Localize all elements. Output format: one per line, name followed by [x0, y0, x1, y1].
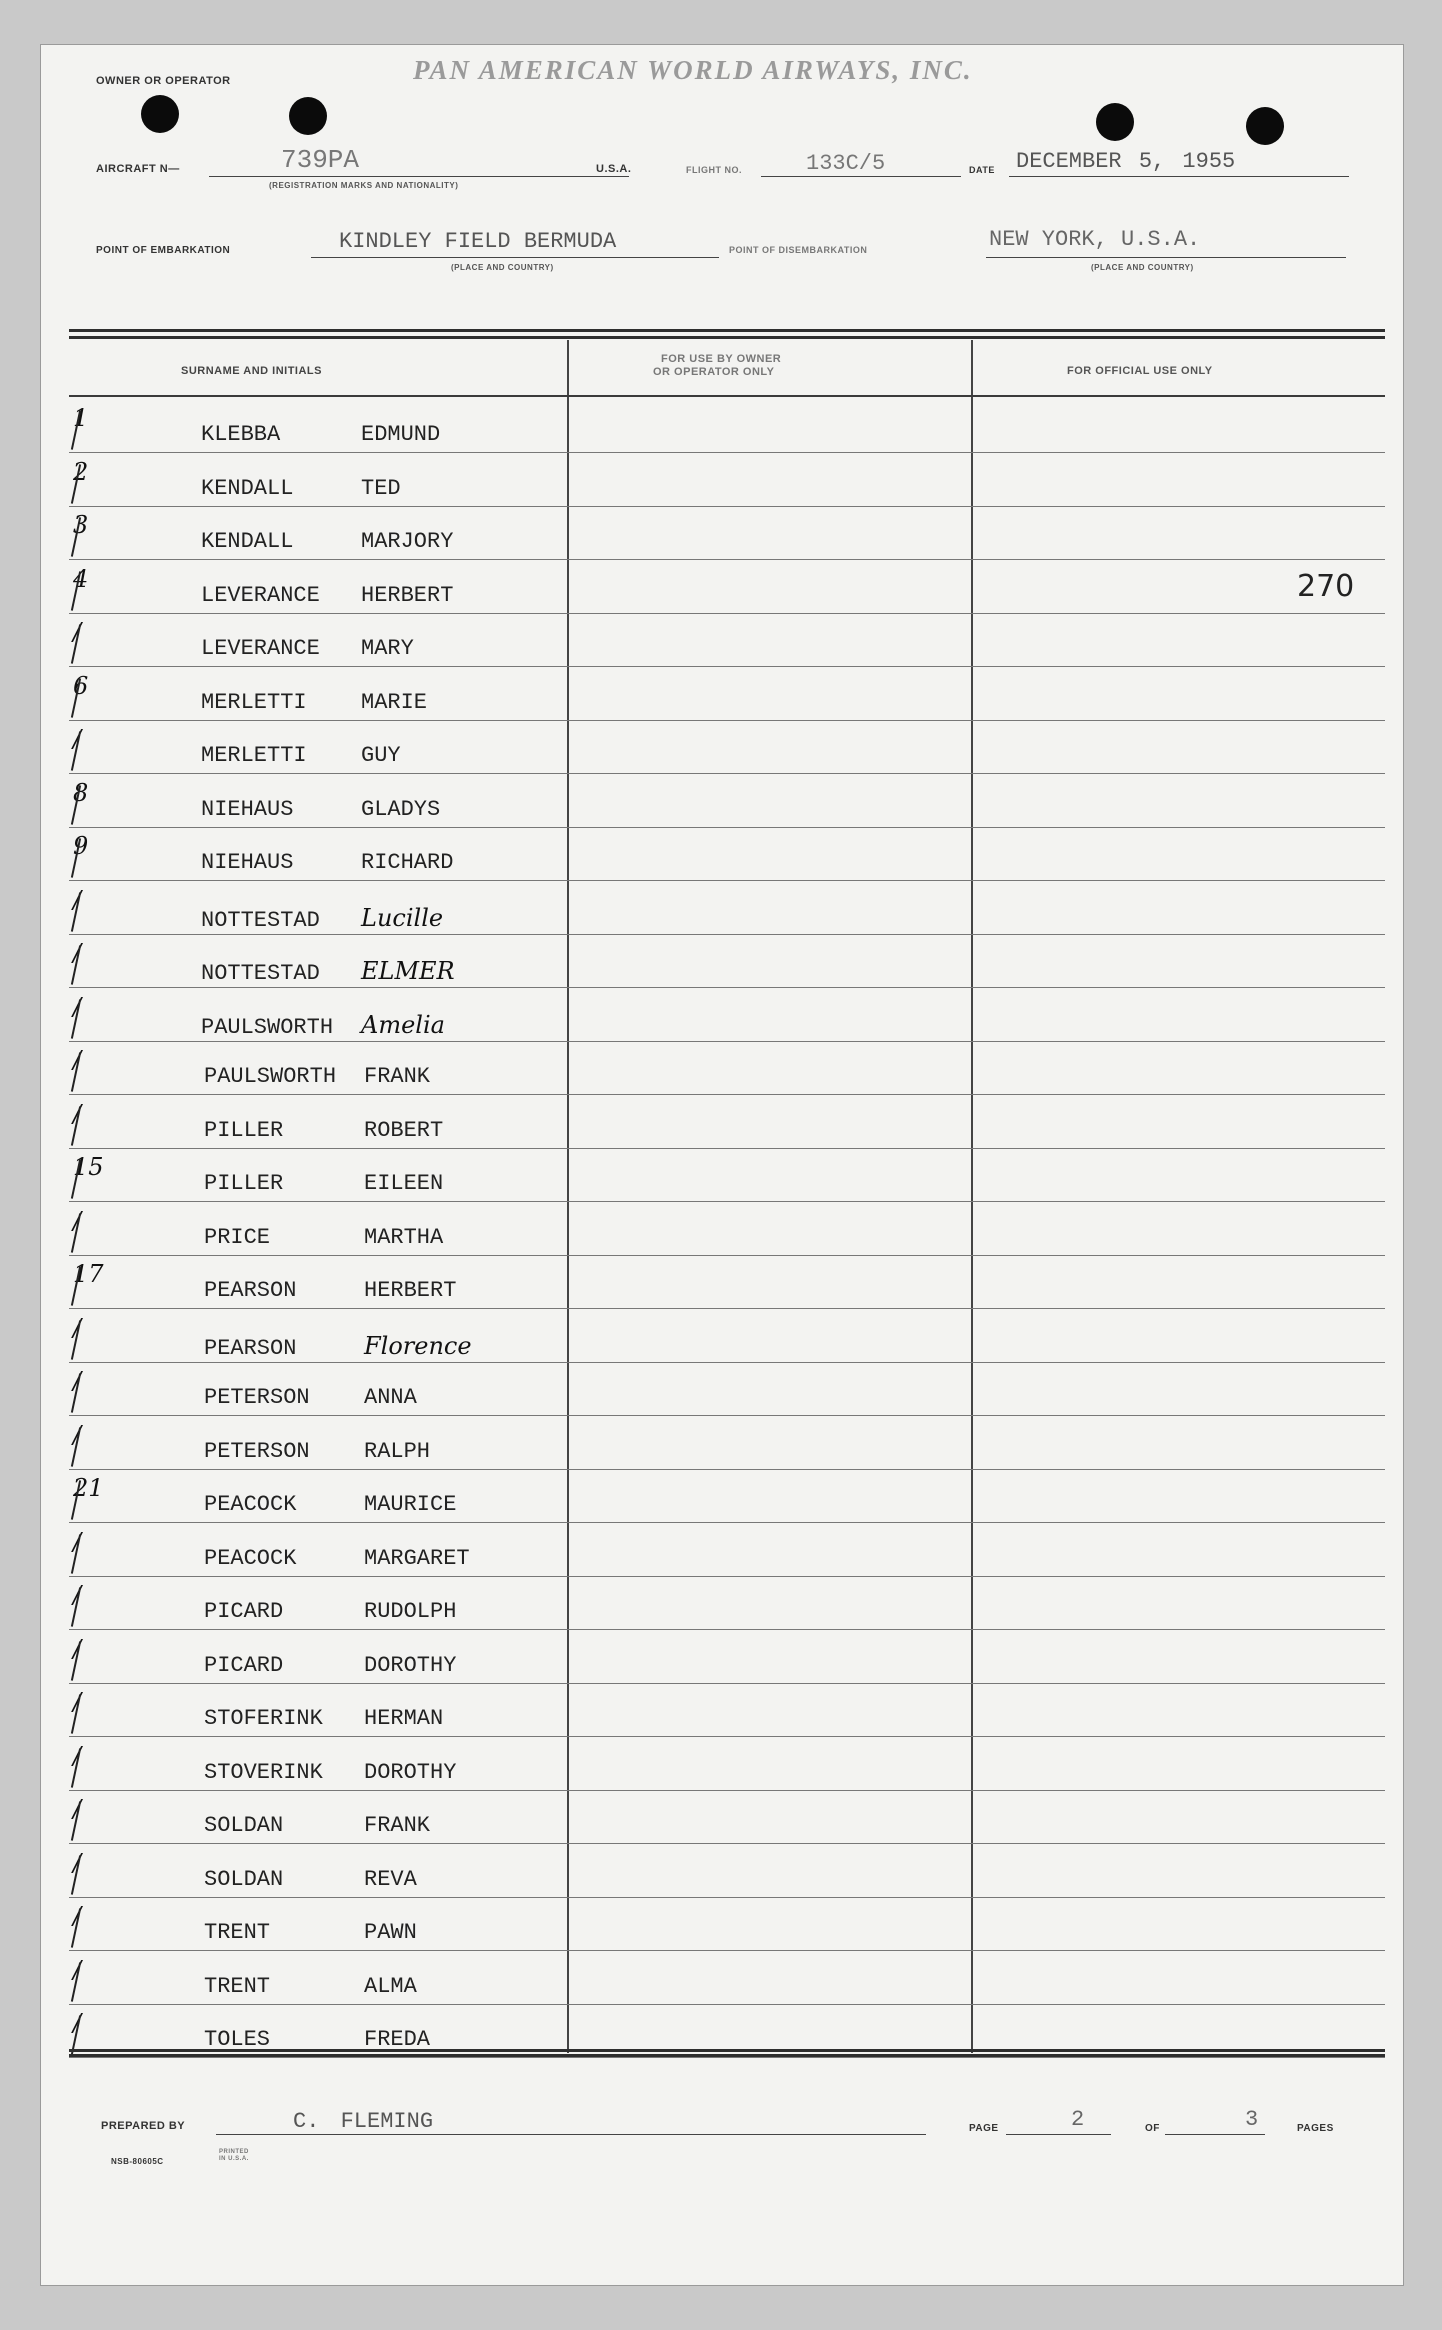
passenger-name [204, 1653, 456, 1678]
table-row [69, 1577, 1385, 1631]
registration-note: (REGISTRATION MARKS AND NATIONALITY) [269, 181, 459, 190]
given-name: EDMUND [361, 422, 441, 447]
table-row [69, 1149, 1385, 1203]
passenger-name [201, 422, 440, 447]
row-rule [69, 1629, 1385, 1630]
given-name: MARGARET [364, 1546, 470, 1571]
disembarkation-place-note: (PLACE AND COUNTRY) [1091, 263, 1194, 272]
surname: TOLES [204, 2027, 271, 2052]
passenger-name [204, 1118, 443, 1143]
given-name: TED [361, 476, 401, 501]
given-name: ANNA [364, 1385, 417, 1410]
surname: STOFERINK [204, 1706, 323, 1731]
date-underline [1009, 176, 1349, 177]
prepared-by-value: C. FLEMING [293, 2109, 434, 2134]
surname: NOTTESTAD [201, 961, 320, 986]
disembarkation-underline [986, 257, 1346, 258]
row-number: 4 [73, 565, 89, 593]
row-rule [69, 1522, 1385, 1523]
table-row [69, 1470, 1385, 1524]
surname: PEARSON [204, 1336, 297, 1361]
surname: PETERSON [204, 1439, 310, 1464]
table-row [69, 1203, 1385, 1257]
table-row [69, 935, 1385, 989]
header-rule [69, 395, 1385, 397]
embarkation-label: POINT OF EMBARKATION [96, 245, 231, 256]
table-row [69, 1631, 1385, 1685]
surname: PETERSON [204, 1385, 310, 1410]
table-row [69, 1898, 1385, 1952]
of-label: OF [1145, 2123, 1160, 2134]
column-header-surname: SURNAME AND INITIALS [181, 365, 322, 377]
row-number: / [73, 1100, 82, 1128]
row-rule [69, 773, 1385, 774]
passenger-name [204, 1171, 443, 1196]
owner-label: OWNER OR OPERATOR [96, 75, 231, 87]
table-row [69, 989, 1385, 1043]
passenger-name [201, 690, 427, 715]
aircraft-underline [209, 176, 629, 177]
row-rule [69, 1950, 1385, 1951]
table-row [69, 1042, 1385, 1096]
passenger-name [204, 1706, 443, 1731]
surname: LEVERANCE [201, 636, 320, 661]
table-bottom-rule [69, 2049, 1385, 2057]
row-number: / [73, 1688, 82, 1716]
table-row [69, 1738, 1385, 1792]
table-row [69, 668, 1385, 722]
surname: KENDALL [201, 476, 294, 501]
surname: SOLDAN [204, 1813, 284, 1838]
table-row [69, 721, 1385, 775]
row-number: / [73, 1742, 82, 1770]
flight-value: 133C/5 [806, 151, 886, 176]
passenger-name [201, 850, 453, 875]
passenger-name [204, 1760, 456, 1785]
given-name: DOROTHY [364, 1760, 457, 1785]
table-row [69, 1310, 1385, 1364]
column-header-official: FOR OFFICIAL USE ONLY [1067, 365, 1213, 377]
passenger-name [201, 636, 414, 661]
row-number: / [73, 1421, 82, 1449]
given-name: Florence [364, 1332, 472, 1360]
surname: STOVERINK [204, 1760, 323, 1785]
column-header-owner-use-2: OR OPERATOR ONLY [653, 366, 775, 378]
surname: PICARD [204, 1599, 284, 1624]
surname: PICARD [204, 1653, 284, 1678]
surname: NIEHAUS [201, 797, 294, 822]
passenger-name [204, 1920, 417, 1945]
given-name: GLADYS [361, 797, 441, 822]
given-name: Amelia [361, 1011, 445, 1039]
surname: PRICE [204, 1225, 271, 1250]
table-row [69, 1363, 1385, 1417]
row-rule [69, 666, 1385, 667]
passenger-name [204, 1492, 456, 1517]
row-number: 17 [73, 1260, 104, 1288]
surname: PEACOCK [204, 1546, 297, 1571]
passenger-name [201, 743, 401, 768]
given-name: HERBERT [364, 1278, 457, 1303]
binder-hole-4 [1246, 107, 1284, 145]
manifest-sheet [40, 44, 1404, 2286]
given-name: ELMER [361, 957, 455, 985]
disembarkation-label: POINT OF DISEMBARKATION [729, 245, 868, 255]
given-name: PAWN [364, 1920, 417, 1945]
given-name: MARY [361, 636, 414, 661]
row-rule [69, 1843, 1385, 1844]
embarkation-underline [311, 257, 719, 258]
owner-letterhead: PAN AMERICAN WORLD AIRWAYS, INC. [413, 55, 973, 85]
binder-hole-3 [1096, 103, 1134, 141]
row-rule [69, 987, 1385, 988]
passenger-name [201, 476, 401, 501]
passenger-name [201, 529, 453, 554]
row-number: 3 [73, 511, 89, 539]
given-name: DOROTHY [364, 1653, 457, 1678]
table-row [69, 828, 1385, 882]
row-number: / [73, 2009, 82, 2037]
passenger-name [201, 904, 443, 933]
surname: LEVERANCE [201, 583, 320, 608]
of-value: 3 [1245, 2107, 1259, 2132]
table-row [69, 1256, 1385, 1310]
given-name: FREDA [364, 2027, 431, 2052]
table-row [69, 1524, 1385, 1578]
table-row [69, 400, 1385, 454]
surname: KENDALL [201, 529, 294, 554]
table-row [69, 1845, 1385, 1899]
table-row [69, 561, 1385, 615]
aircraft-value: 739PA [281, 145, 360, 175]
row-number: / [73, 1581, 82, 1609]
row-number: / [73, 993, 82, 1021]
official-use-value: 270 [1297, 569, 1355, 604]
passenger-name [201, 583, 453, 608]
printed-note: PRINTED IN U.S.A. [219, 2149, 249, 2162]
row-number: / [73, 1795, 82, 1823]
surname: PILLER [204, 1118, 284, 1143]
surname: PAULSWORTH [204, 1064, 337, 1089]
row-rule [69, 1736, 1385, 1737]
aircraft-label: AIRCRAFT N— [96, 163, 180, 175]
given-name: HERBERT [361, 583, 454, 608]
table-row [69, 1417, 1385, 1471]
embarkation-value: KINDLEY FIELD BERMUDA [339, 229, 617, 254]
date-label: DATE [969, 165, 995, 175]
surname: MERLETTI [201, 690, 307, 715]
passenger-name [201, 957, 455, 986]
passenger-name [204, 1546, 470, 1571]
pages-label: PAGES [1297, 2123, 1334, 2134]
given-name: Lucille [361, 904, 444, 932]
disembarkation-value: NEW YORK, U.S.A. [989, 227, 1201, 252]
row-rule [69, 1415, 1385, 1416]
passenger-name [204, 1867, 417, 1892]
passenger-name [204, 1385, 417, 1410]
row-number: / [73, 1528, 82, 1556]
given-name: ALMA [364, 1974, 417, 1999]
table-row [69, 1952, 1385, 2006]
binder-hole-1 [141, 95, 179, 133]
given-name: MARIE [361, 690, 428, 715]
row-number: / [73, 1046, 82, 1074]
row-number: 9 [73, 832, 89, 860]
passenger-name [204, 1974, 417, 1999]
row-number: / [73, 618, 82, 646]
page-underline [1006, 2134, 1111, 2135]
given-name: RUDOLPH [364, 1599, 457, 1624]
surname: PAULSWORTH [201, 1015, 334, 1040]
passenger-name [204, 1225, 443, 1250]
row-number: 15 [73, 1153, 104, 1181]
row-number: / [73, 939, 82, 967]
usa-label: U.S.A. [596, 163, 632, 175]
column-header-owner-use-1: FOR USE BY OWNER [661, 353, 782, 365]
row-rule [69, 1094, 1385, 1095]
surname: PILLER [204, 1171, 284, 1196]
given-name: MARTHA [364, 1225, 444, 1250]
table-row [69, 1684, 1385, 1738]
given-name: ROBERT [364, 1118, 444, 1143]
passenger-name [204, 1599, 456, 1624]
row-number: 2 [73, 458, 89, 486]
given-name: MARJORY [361, 529, 454, 554]
passenger-name [204, 1278, 456, 1303]
flight-label: FLIGHT NO. [686, 165, 742, 175]
date-value: DECEMBER 5, 1955 [1016, 149, 1236, 174]
row-number: 1 [73, 404, 89, 432]
flight-underline [761, 176, 961, 177]
binder-hole-2 [289, 97, 327, 135]
embarkation-place-note: (PLACE AND COUNTRY) [451, 263, 554, 272]
table-row [69, 1096, 1385, 1150]
row-number: 8 [73, 779, 89, 807]
row-rule [69, 1201, 1385, 1202]
row-number: 6 [73, 672, 89, 700]
passenger-name [204, 1064, 430, 1089]
given-name: GUY [361, 743, 401, 768]
row-number: / [73, 725, 82, 753]
row-rule [69, 880, 1385, 881]
given-name: RALPH [364, 1439, 431, 1464]
surname: PEARSON [204, 1278, 297, 1303]
table-row [69, 614, 1385, 668]
given-name: RICHARD [361, 850, 454, 875]
row-number: / [73, 1635, 82, 1663]
row-rule [69, 2057, 1385, 2058]
page-value: 2 [1071, 2107, 1085, 2132]
passenger-name [201, 1011, 445, 1040]
prepared-by-label: PREPARED BY [101, 2120, 186, 2132]
table-row [69, 882, 1385, 936]
page-label: PAGE [969, 2123, 999, 2134]
surname: SOLDAN [204, 1867, 284, 1892]
passenger-name [204, 1813, 430, 1838]
row-number: / [73, 1367, 82, 1395]
surname: MERLETTI [201, 743, 307, 768]
row-number: / [73, 1956, 82, 1984]
row-number: / [73, 1849, 82, 1877]
row-rule [69, 452, 1385, 453]
passenger-name [204, 1439, 430, 1464]
table-row [69, 775, 1385, 829]
surname: TRENT [204, 1920, 271, 1945]
passenger-name [204, 1332, 472, 1361]
row-number: / [73, 1314, 82, 1342]
given-name: MAURICE [364, 1492, 457, 1517]
surname: PEACOCK [204, 1492, 297, 1517]
prepared-by-underline [216, 2134, 926, 2135]
row-number: / [73, 1207, 82, 1235]
table-row [69, 454, 1385, 508]
surname: NOTTESTAD [201, 908, 320, 933]
given-name: FRANK [364, 1813, 431, 1838]
given-name: REVA [364, 1867, 417, 1892]
of-underline [1165, 2134, 1265, 2135]
row-number: / [73, 1902, 82, 1930]
table-row [69, 507, 1385, 561]
surname: KLEBBA [201, 422, 281, 447]
given-name: HERMAN [364, 1706, 444, 1731]
row-rule [69, 1308, 1385, 1309]
table-row [69, 1791, 1385, 1845]
surname: TRENT [204, 1974, 271, 1999]
given-name: EILEEN [364, 1171, 444, 1196]
surname: NIEHAUS [201, 850, 294, 875]
passenger-name [201, 797, 440, 822]
row-number: 21 [73, 1474, 104, 1502]
given-name: FRANK [364, 1064, 431, 1089]
row-number: / [73, 886, 82, 914]
row-rule [69, 559, 1385, 560]
form-number: NSB-80605C [111, 2157, 164, 2166]
table-top-rule [69, 329, 1385, 339]
